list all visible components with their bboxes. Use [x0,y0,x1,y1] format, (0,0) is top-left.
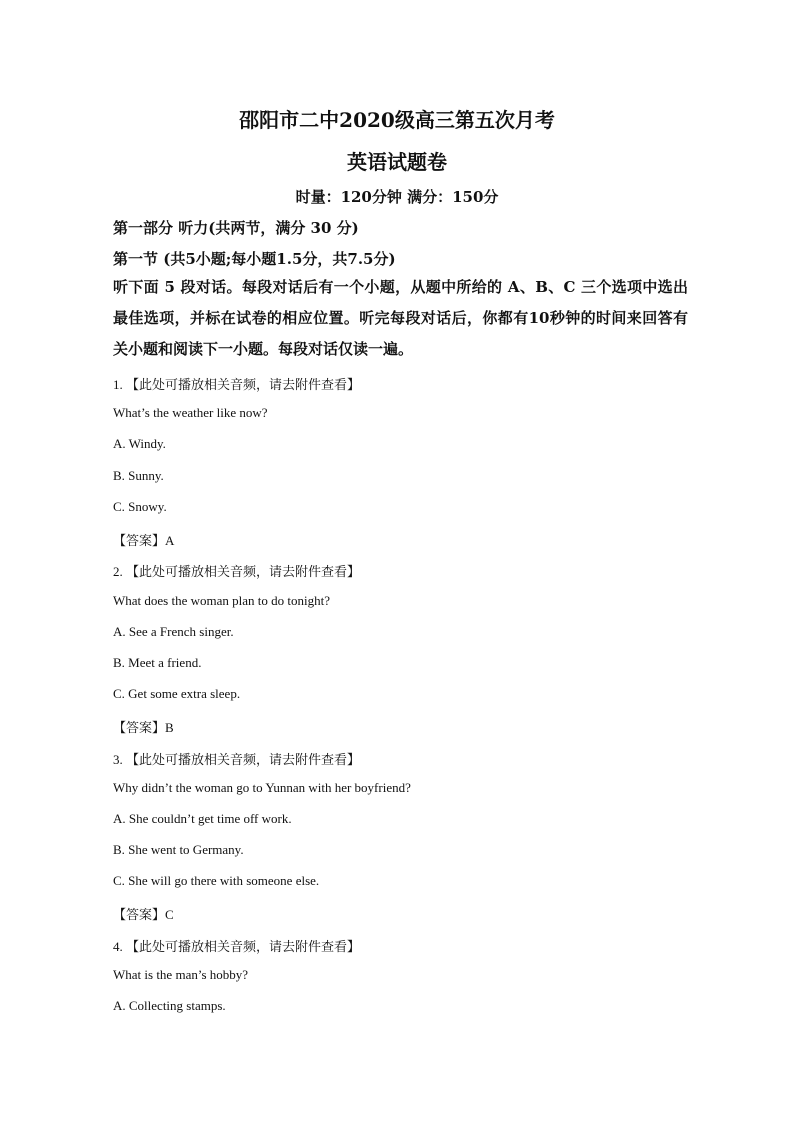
answer: 【答案】C [113,907,174,922]
question-number: 4. [113,939,123,954]
question-text: Why didn’t the woman go to Yunnan with her boyfriend? [113,780,411,795]
question-header [113,374,360,393]
option: A. She couldn’t get time off work. [113,811,292,826]
exam-subtitle: 英语试题卷 [347,150,447,174]
question-text: What’s the weather like now? [113,405,268,420]
audio-note: 【此处可播放相关音频，请去附件查看】 [126,564,361,579]
answer: 【答案】A [113,533,175,548]
option: C. Get some extra sleep. [113,686,241,701]
exam-title: 邵阳市二中2020级高三第五次月考 [239,108,555,132]
option: B. She went to Germany. [113,842,244,857]
instructions: 听下面 5 段对话。每段对话后有一个小题，从题中所给的 A、B、C 三个选项中选出最佳选项，并标在试卷的相应位置。听完每段对话后，你都有10秒钟的时间来回答有关小题和阅读下一小题。每段对话仅读一遍。 [113,278,688,358]
section-heading: 第一节 (共5小题;每小题1.5分，共7.5分) [113,250,396,268]
audio-note: 【此处可播放相关音频，请去附件查看】 [126,377,361,392]
option: B. Sunny. [113,468,164,483]
question-number: 3. [113,752,123,767]
question-header [113,561,360,580]
question-header [113,749,360,768]
option: A. Collecting stamps. [113,998,226,1013]
question-number: 1. [113,377,123,392]
option: A. See a French singer. [113,624,234,639]
option: A. Windy. [113,436,166,451]
question-header [113,936,360,955]
audio-note: 【此处可播放相关音频，请去附件查看】 [126,939,361,954]
option: C. She will go there with someone else. [113,873,320,888]
option: C. Snowy. [113,499,167,514]
option: B. Meet a friend. [113,655,202,670]
answer: 【答案】B [113,720,174,735]
part-heading: 第一部分 听力(共两节，满分 30 分) [113,219,359,237]
question-number: 2. [113,564,123,579]
audio-note: 【此处可播放相关音频，请去附件查看】 [126,752,361,767]
exam-info: 时量：120分钟 满分：150分 [295,188,499,206]
question-text: What is the man’s hobby? [113,967,249,982]
question-text: What does the woman plan to do tonight? [113,593,330,608]
